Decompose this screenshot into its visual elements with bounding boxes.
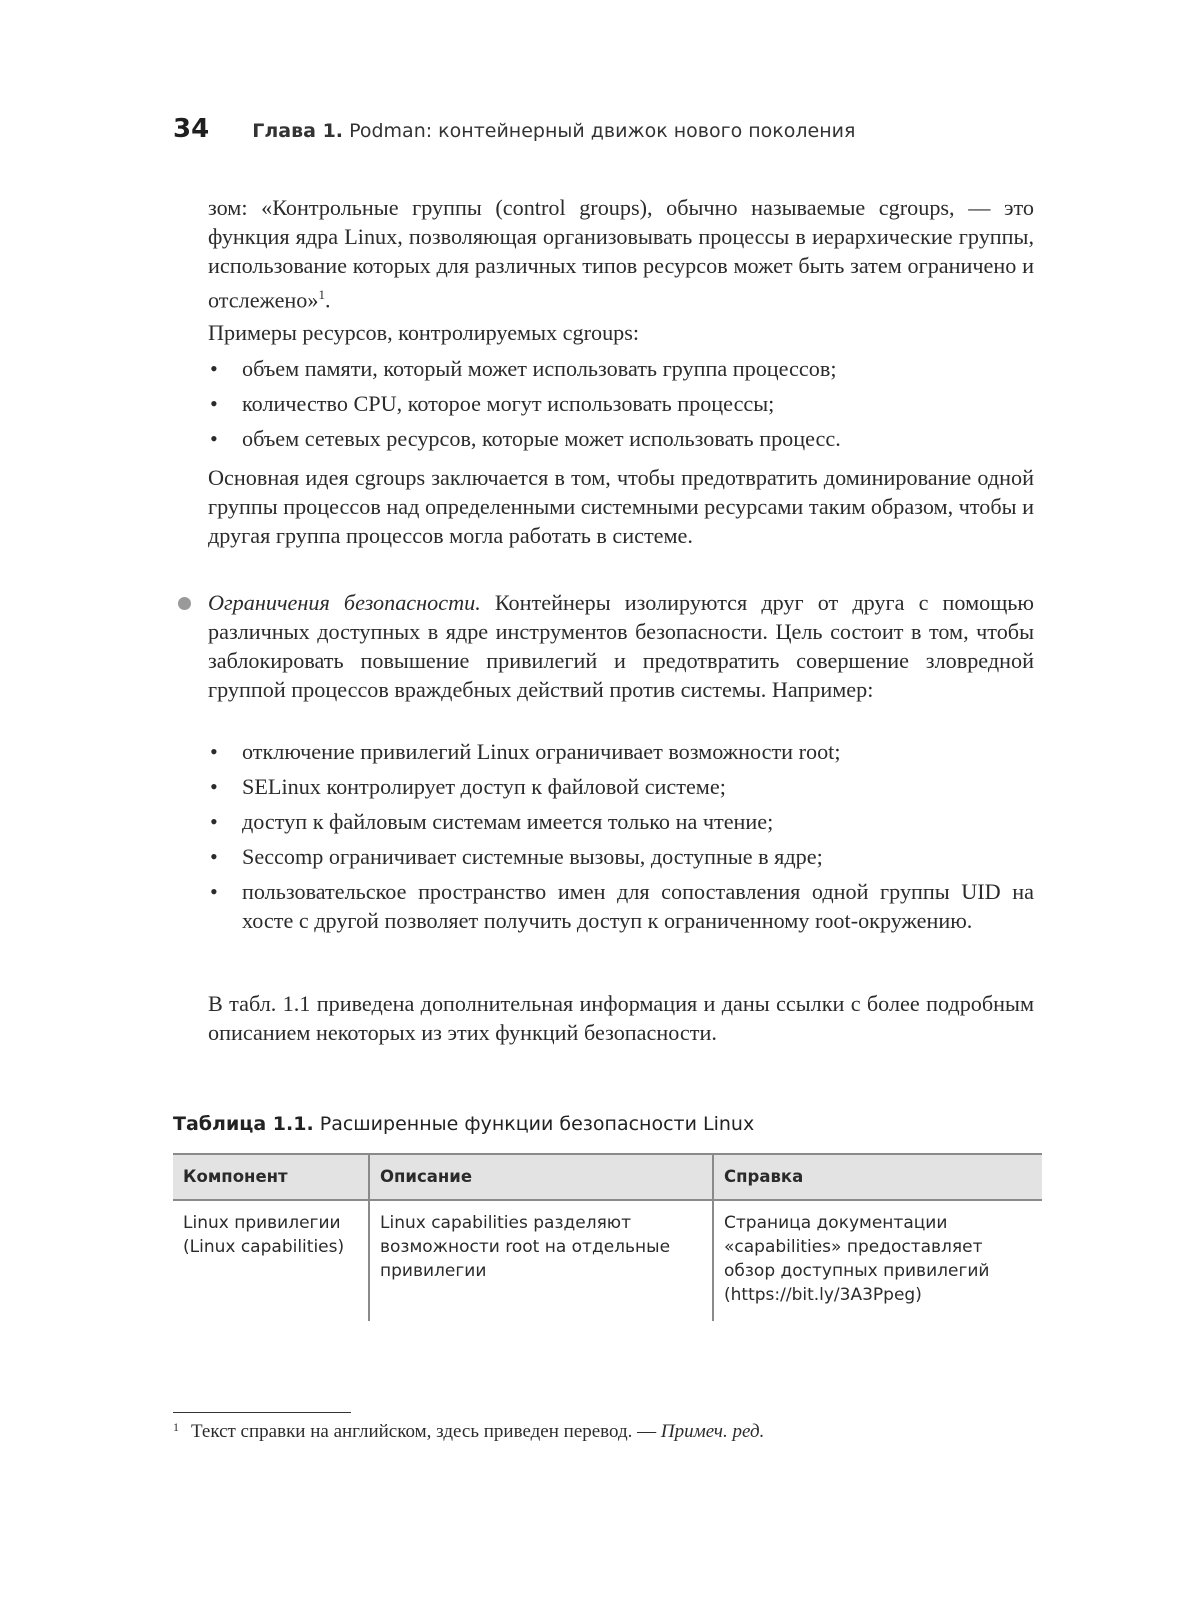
table-caption-text: Расширенные функции безопасности Linux xyxy=(319,1113,755,1135)
footnote-divider xyxy=(173,1412,351,1413)
table-header-row xyxy=(173,1154,1042,1200)
list-item: • доступ к файловым системам имеется только на чтение; xyxy=(210,809,774,834)
running-header xyxy=(173,114,855,144)
security-paragraph xyxy=(208,588,1034,704)
table-cell-component: Linux привилегии (Linux capabilities) xyxy=(183,1213,345,1257)
bullet-glyph: • xyxy=(210,844,218,869)
page-number: 34 xyxy=(173,114,210,144)
chapter-label: Глава 1. xyxy=(252,120,344,142)
table-caption xyxy=(173,1113,754,1135)
intro-end: . xyxy=(324,287,331,313)
footnote-text: Текст справки на английском, здесь приведен перевод. — xyxy=(191,1421,657,1442)
bullet-glyph: • xyxy=(210,426,218,451)
intro-quote: зом: «Контрольные группы (control groups), обычно называемые cgroups, — это функция ядра Linux, позволяющая организовывать процессы в иерархические группы, использование которых для различных типов ресурсов может быть затем ограничено и отслежено» xyxy=(208,195,1034,313)
table-caption-label: Таблица 1.1. xyxy=(173,1113,314,1135)
list-item: • объем памяти, который может использовать группа процессов; xyxy=(210,356,837,381)
bullet-glyph: • xyxy=(210,356,218,381)
table-cell-description: Linux capabilities разделяют возможности root на отдельные привилегии xyxy=(369,1200,713,1321)
intro-paragraph xyxy=(208,193,1034,314)
security-term: Ограничения безопасности. xyxy=(208,590,481,615)
column-header: Описание xyxy=(369,1154,713,1200)
list-item: • количество CPU, которое могут использовать процессы; xyxy=(210,391,775,416)
list-item: • Seccomp ограничивает системные вызовы, доступные в ядре; xyxy=(210,844,823,869)
list-item: • отключение привилегий Linux ограничивает возможности root; xyxy=(210,739,841,764)
table-intro: В табл. 1.1 приведена дополнительная информация и даны ссылки с более подробным описанием некоторых из этих функций безопасности. xyxy=(208,991,1034,1045)
footnote-note: Примеч. ред. xyxy=(660,1421,765,1442)
cgroups-lead: Примеры ресурсов, контролируемых cgroups: xyxy=(208,320,640,345)
bullet-glyph: • xyxy=(210,809,218,834)
column-header: Компонент xyxy=(173,1154,369,1200)
footnote xyxy=(173,1420,764,1443)
chapter-title xyxy=(252,120,855,142)
bullet-glyph: • xyxy=(210,739,218,764)
list-item: • SELinux контролирует доступ к файловой системе; xyxy=(210,774,726,799)
footnote-ref: 1 xyxy=(318,287,325,302)
section-bullet-icon xyxy=(178,597,191,610)
footnote-mark: 1 xyxy=(173,1420,179,1434)
bullet-glyph: • xyxy=(210,879,218,904)
table-cell-reference: Страница документации «capabilities» предоставляет обзор доступных привилегий (https://bit.ly/3A3Ppeg) xyxy=(713,1200,1042,1321)
security-text: Контейнеры изолируются друг от друга с помощью различных доступных в ядре инструментов безопасности. Цель состоит в том, чтобы заблокировать повышение привилегий и предотвратить совершение зловредной группой процессов враждебных действий против системы. Например: xyxy=(208,590,1034,702)
chapter-title-text: Podman: контейнерный движок нового поколения xyxy=(349,120,856,142)
list-item: • пользовательское пространство имен для сопоставления одной группы UID на хосте с другой позволяет получить доступ к ограниченному root-окружению. xyxy=(210,879,1034,933)
table-row xyxy=(173,1200,1042,1321)
cgroups-summary: Основная идея cgroups заключается в том, чтобы предотвратить доминирование одной группы процессов над определенными системными ресурсами таким образом, чтобы и другая группа процессов могла работать в системе. xyxy=(208,465,1034,548)
column-header: Справка xyxy=(713,1154,1042,1200)
bullet-glyph: • xyxy=(210,391,218,416)
security-table xyxy=(173,1153,1042,1321)
list-item: • объем сетевых ресурсов, которые может использовать процесс. xyxy=(210,426,841,451)
bullet-glyph: • xyxy=(210,774,218,799)
